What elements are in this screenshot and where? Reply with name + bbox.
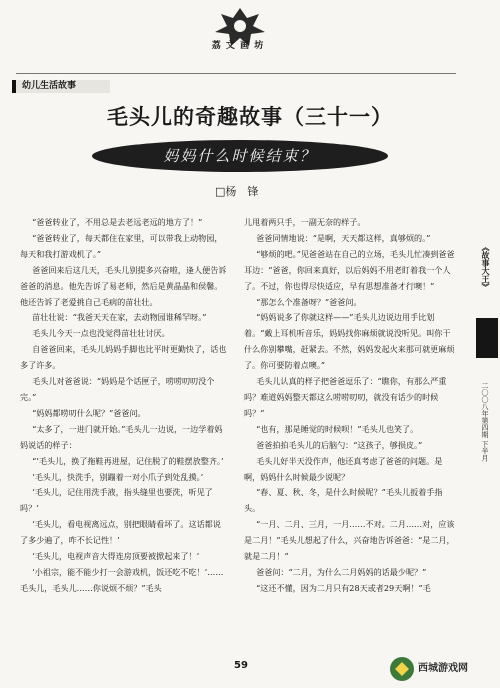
side-magazine-title: 《故事大王》 <box>481 243 490 291</box>
paragraph: ‘毛头儿，电视声音大得连房顶要被掀起来了！’ <box>32 551 200 562</box>
paragraph: ‘毛头儿，快洗手，别蹦着一对小爪子到处乱摸。’ <box>32 471 204 482</box>
watermark-text: 西城游戏网 <box>418 663 468 674</box>
paragraph: 毛头儿认真的样子把爸爸逗乐了：“瞧你，有那么严重吗？难道妈妈整天都这么唠唠叨叨，就没有话少的时候吗？” <box>244 376 447 418</box>
paragraph: 儿甩着两只手，一副无奈的样子。 <box>244 217 366 227</box>
story-title: 毛头儿的奇趣故事（三十一） <box>107 104 393 129</box>
masthead-label: 荔 文 画 坊 <box>211 41 265 51</box>
paragraph: “春、夏、秋、冬，是什么时候呢？”毛头儿扳着手指头。 <box>244 487 443 514</box>
paragraph: “爸爸转业了，每天都住在家里，可以带我上动物园，每天和我打游戏机了。” <box>20 232 223 259</box>
paragraph: “那怎么个准备呀？”爸爸问。 <box>256 296 362 307</box>
header-divider <box>16 73 456 74</box>
paragraph: 苗壮壮说：“我爸天天在家，去动物园谁稀罕呀。” <box>32 312 207 323</box>
side-issue-date: 二〇〇八年第四期 下半月 <box>481 382 489 462</box>
paragraph: 爸爸拍拍毛头儿的后脑勺：“这孩子，够损皮。” <box>256 439 423 450</box>
page-number: 59 <box>234 660 248 671</box>
paragraph: ‘毛头儿，看电视离远点，别把眼睛看坏了。这话都说了多少遍了，咋不长记性！’ <box>20 519 221 546</box>
paragraph: 毛头儿好半天没作声，他还真考虑了爸爸的问题。是啊，妈妈什么时候最少说呢？ <box>244 455 443 482</box>
paragraph: 爸爸问：“二月，为什么二月妈妈的话最少呢？” <box>256 566 427 577</box>
paragraph: “太多了，一进门就开始。”毛头儿一边说，一边学着妈妈说话的样子： <box>20 423 223 450</box>
section-tag: 幼儿生活故事 <box>12 80 110 93</box>
paragraph: 爸爸同情地说：“是啊，天天都这样，真够烦的。” <box>256 232 431 243</box>
paragraph: 自爸爸回来，毛头儿妈妈手脚也比平时更勤快了，话也多了许多。 <box>20 344 227 371</box>
paragraph: “妈妈说多了你就这样——”毛头儿边说边用手比划着。“戴上耳机听音乐，妈妈找你麻烦就说没听见。叫你干什么你别攀嘴，赶紧去。不然，妈妈发起火来那可就更麻烦了。你可要防着点噢。” <box>244 312 455 371</box>
paragraph: 毛头儿今天一点也没觉得苗壮壮讨厌。 <box>32 328 170 339</box>
left-column <box>20 215 228 597</box>
paragraph: 毛头儿对爸爸说：“妈妈是个话匣子，唠唠叨叨没个完。” <box>20 376 215 402</box>
paragraph: “也有，那是睡觉的时候呗！”毛头儿也笑了。 <box>256 423 419 434</box>
paragraph: ‘毛头儿，记住用洗手液，指头缝里也要洗，听见了吗？’ <box>20 487 213 514</box>
paragraph: “妈妈都唠叨什么呢？”爸爸问。 <box>32 407 146 418</box>
story-subtitle: 妈妈什么时候结束？ <box>163 147 317 165</box>
author-byline: □杨 锋 <box>215 185 259 198</box>
paragraph: ‘小祖宗，能不能少打一会游戏机，饭还吃不吃！’……毛头儿，毛头儿……你说烦不烦？”毛头 <box>20 566 224 593</box>
paragraph: “这还不懂，因为二月只有28天或者29天啊！”毛 <box>256 582 431 593</box>
right-column <box>244 215 456 597</box>
paragraph: “‘毛头儿，换了拖鞋再进屋，记住脱了的鞋摆放整齐。’ <box>32 455 224 466</box>
paragraph: “够烦的吧。”见爸爸站在自己的立场，毛头儿忙凑到爸爸耳边：“爸爸，你回来真好，以后妈妈不用老盯着我一个人了。不过，你也得尽快适应，早有思想准备才行噢！” <box>244 248 455 291</box>
paragraph: 爸爸回来后这几天，毛头儿别提多兴奋啦，逢人便告诉爸爸的消息。他先告诉了易老师，然后是黄晶晶和侯馨。他还告诉了老爱挑自己毛病的苗壮壮。 <box>20 264 227 307</box>
paragraph: “爸爸转业了，不用总是去老远老远的地方了！” <box>32 217 203 227</box>
paragraph: “一月、二月、三月，一月……不对。二月……对，应该是二月！”毛头儿想起了什么，兴奋地告诉爸爸：“是二月，就是二月！” <box>244 519 455 562</box>
side-black-tab <box>476 318 498 358</box>
